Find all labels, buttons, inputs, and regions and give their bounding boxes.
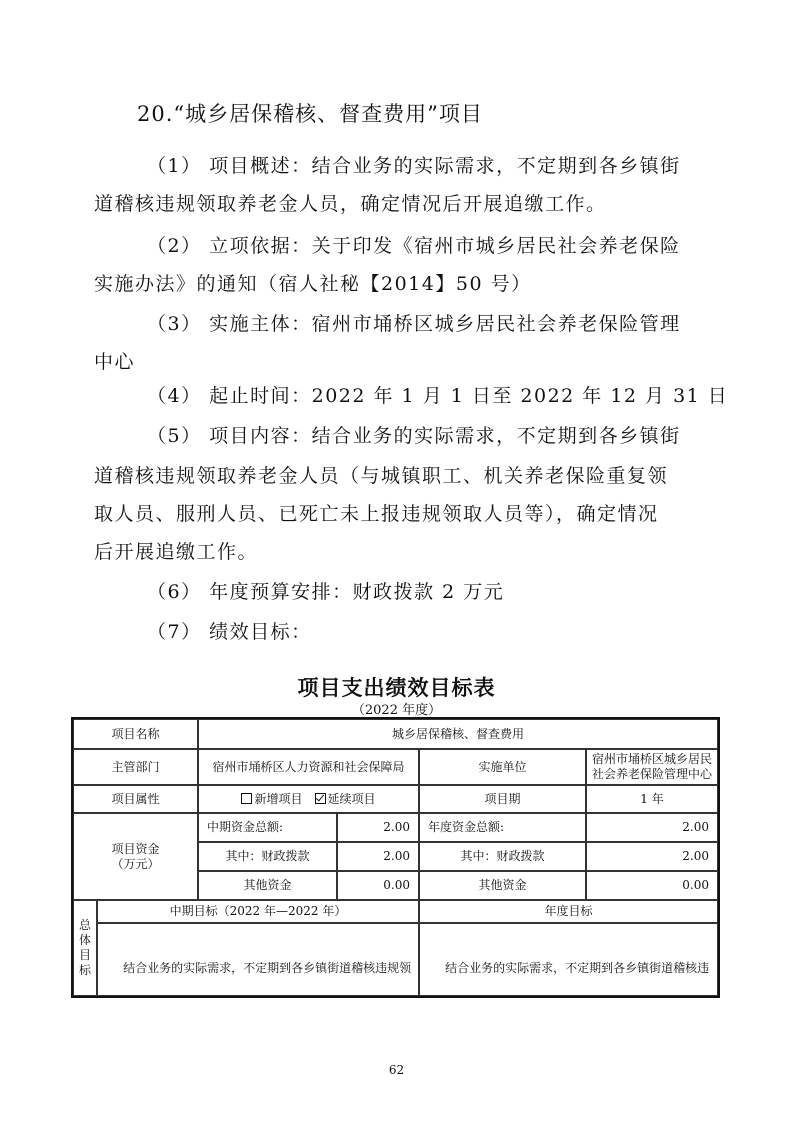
para-3-first: （3） 实施主体：宿州市埇桥区城乡居民社会养老保险管理: [147, 313, 681, 335]
attr-cont-option: [315, 792, 376, 807]
para-1-line-2: 道稽核违规领取养老金人员，确定情况后开展追缴工作。: [94, 193, 607, 215]
funds-label-line-2: （万元）: [111, 856, 160, 871]
impl-value: [586, 749, 718, 785]
year-total-label: 年度资金总额:: [419, 813, 586, 842]
para-1-first: （1） 项目概述：结合业务的实际需求，不定期到各乡镇街: [147, 155, 681, 177]
para-2-line-2: 实施办法》的通知（宿人社秘【2014】50 号）: [94, 273, 532, 295]
mid-fiscal-label: 其中：财政拨款: [198, 842, 337, 871]
funds-label-line-1: 项目资金: [111, 841, 160, 856]
attr-new-option: [241, 792, 302, 807]
para-3-line-2: 中心: [94, 351, 136, 373]
table-subtitle: （2022 年度）: [351, 703, 442, 718]
para-2-first: （2） 立项依据：关于印发《宿州市城乡居民社会养老保险: [147, 235, 681, 257]
impl-label: 实施单位: [419, 749, 586, 785]
project-name-label: 项目名称: [73, 719, 198, 749]
overall-goal-label: [73, 900, 97, 996]
year-fiscal-value: 2.00: [586, 842, 718, 871]
goal-side-char: 标: [78, 963, 91, 977]
para-5-first: （5） 项目内容：结合业务的实际需求，不定期到各乡镇街: [147, 425, 681, 447]
mid-other-value: 0.00: [337, 871, 419, 900]
mid-goal-header: 中期目标（2022 年—2022 年）: [97, 900, 419, 923]
goal-side-char: 体: [78, 933, 91, 947]
goal-side-char: 总: [78, 918, 91, 932]
year-other-label: 其他资金: [419, 871, 586, 900]
continued-project-checkbox: [315, 793, 326, 804]
new-project-checkbox: [241, 793, 252, 804]
year-goal-header: 年度目标: [419, 900, 718, 923]
mid-goal-text: [97, 923, 419, 996]
mid-fiscal-value: 2.00: [337, 842, 419, 871]
dept-label: 主管部门: [73, 749, 198, 785]
period-value: 1 年: [586, 785, 718, 813]
year-fiscal-label: 其中：财政拨款: [419, 842, 586, 871]
para-5-line-2: 道稽核违规领取养老金人员（与城镇职工、机关养老保险重复领: [94, 465, 669, 487]
year-goal-line: 结合业务的实际需求，不定期到各乡镇街道稽核违: [426, 961, 710, 975]
impl-value-line-1: 宿州市埇桥区城乡居民: [591, 752, 712, 766]
para-5-line-3: 取人员、服刑人员、已死亡未上报违规领取人员等），确定情况: [94, 503, 659, 525]
attr-new-label: 新增项目: [254, 791, 303, 806]
mid-other-label: 其他资金: [198, 871, 337, 900]
mid-goal-line: 结合业务的实际需求，不定期到各乡镇街道稽核违规领: [104, 961, 412, 975]
section-heading: 20.“城乡居保稽核、督查费用”项目: [137, 102, 483, 126]
para-4-first: （4） 起止时间：2022 年 1 月 1 日至 2022 年 12 月 31 日: [147, 385, 729, 407]
mid-total-label: 中期资金总额:: [198, 813, 337, 842]
table-title: 项目支出绩效目标表: [297, 676, 496, 700]
project-name-value: 城乡居保稽核、督查费用: [198, 719, 718, 749]
mid-total-value: 2.00: [337, 813, 419, 842]
year-total-value: 2.00: [586, 813, 718, 842]
para-6-first: （6） 年度预算安排：财政拨款 2 万元: [147, 581, 505, 603]
impl-value-line-2: 社会养老保险管理中心: [591, 767, 712, 781]
dept-value: 宿州市埇桥区人力资源和社会保障局: [198, 749, 419, 785]
funds-label: [73, 813, 198, 900]
performance-table: [71, 717, 720, 998]
period-label: 项目期: [419, 785, 586, 813]
para-7-first: （7） 绩效目标：: [147, 621, 312, 643]
year-goal-text: [419, 923, 718, 996]
attr-label: 项目属性: [73, 785, 198, 813]
year-other-value: 0.00: [586, 871, 718, 900]
goal-side-char: 目: [78, 948, 91, 962]
attr-options: [198, 785, 419, 813]
page-number: 62: [388, 1063, 405, 1077]
attr-cont-label: 延续项目: [327, 791, 376, 806]
para-5-line-4: 后开展追缴工作。: [94, 541, 259, 563]
